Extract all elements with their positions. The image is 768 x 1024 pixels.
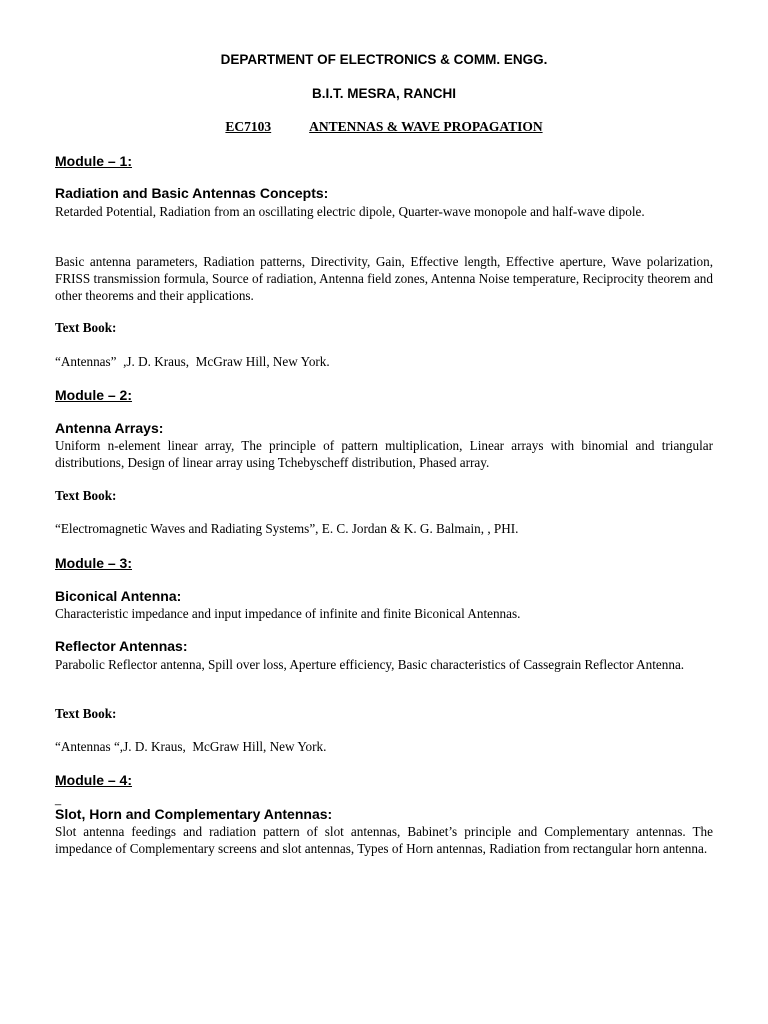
module-4-mark: _ — [55, 794, 62, 806]
module-3-paragraph-1: Characteristic impedance and input impedance of infinite and finite Biconical Antennas. — [55, 606, 521, 621]
module-4-topic: Slot, Horn and Complementary Antennas: — [55, 806, 333, 822]
module-2-topic: Antenna Arrays: — [55, 420, 164, 436]
module-3-topic-1: Biconical Antenna: — [55, 588, 182, 604]
module-1-topic: Radiation and Basic Antennas Concepts: — [55, 185, 329, 201]
module-1-paragraph-1: Retarded Potential, Radiation from an oscillating electric dipole, Quarter-wave monopole and half-wave dipole. — [55, 204, 645, 219]
module-2-paragraph-1: Uniform n-element linear array, The principle of pattern multiplication, Linear arrays with binomial and triangular distributions, Design of linear array using Tchebyscheff distribution, Phased array. — [55, 438, 713, 470]
module-4-title: Module – 4: — [55, 772, 133, 788]
course-code: EC7103 — [225, 119, 272, 134]
module-1-paragraph-2: Basic antenna parameters, Radiation patterns, Directivity, Gain, Effective length, Effective aperture, Wave polarization, FRISS transmission formula, Source of radiation, Antenna field zones, Antenna Noise temperature, Reciprocity theorem and other theorems and their applications. — [55, 254, 713, 303]
course-heading — [0, 119, 768, 135]
module-1-textbook-label: Text Book: — [55, 320, 117, 335]
institute-heading: B.I.T. MESRA, RANCHI — [311, 86, 456, 101]
module-4-paragraph-1: Slot antenna feedings and radiation pattern of slot antennas, Babinet’s principle and Complementary antennas. The impedance of Complementary screens and slot antennas, Types of Horn antennas, Radiation from rectangular horn antenna. — [55, 824, 713, 856]
module-1-title: Module – 1: — [55, 153, 133, 169]
module-3-textbook-label: Text Book: — [55, 706, 117, 721]
module-3-textbook: “Antennas “,J. D. Kraus, McGraw Hill, New York. — [55, 739, 327, 754]
module-3-topic-2: Reflector Antennas: — [55, 638, 188, 654]
course-title: ANTENNAS & WAVE PROPAGATION — [309, 119, 543, 134]
module-2-textbook: “Electromagnetic Waves and Radiating Systems”, E. C. Jordan & K. G. Balmain, , PHI. — [55, 521, 519, 536]
department-heading: DEPARTMENT OF ELECTRONICS & COMM. ENGG. — [220, 52, 548, 67]
module-2-textbook-label: Text Book: — [55, 488, 117, 503]
module-3-paragraph-2: Parabolic Reflector antenna, Spill over loss, Aperture efficiency, Basic characteristics of Cassegrain Reflector Antenna. — [55, 657, 685, 672]
module-3-title: Module – 3: — [55, 555, 133, 571]
module-2-title: Module – 2: — [55, 387, 133, 403]
module-1-textbook: “Antennas” ,J. D. Kraus, McGraw Hill, New York. — [55, 354, 330, 369]
